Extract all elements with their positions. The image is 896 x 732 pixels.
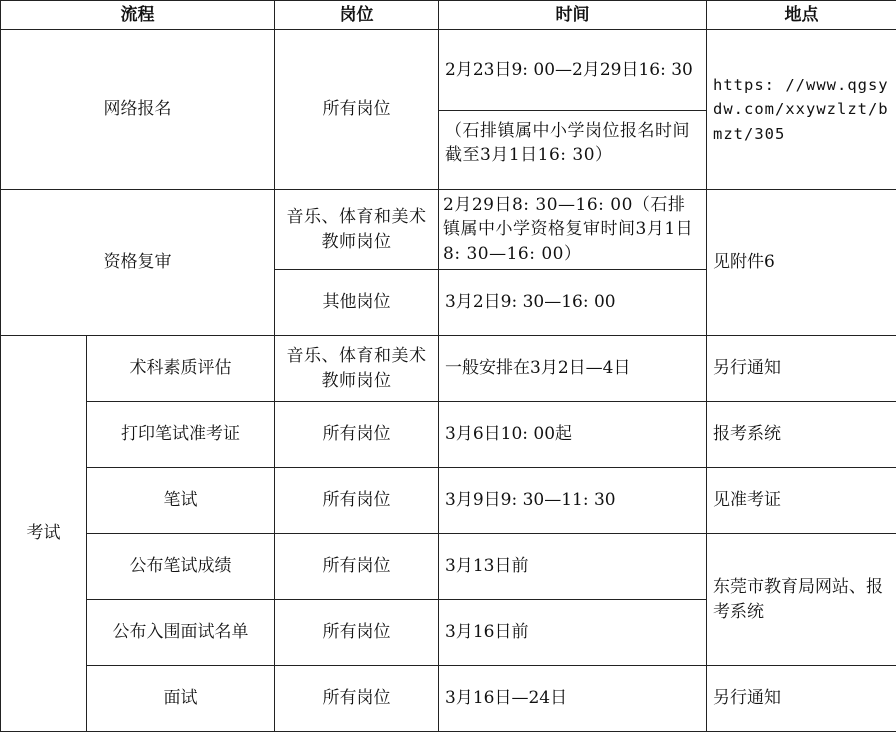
step-exam-5: 公布入围面试名单 (87, 600, 275, 666)
stage-qualification-review: 资格复审 (1, 190, 275, 336)
time-exam-3: 3月9日9: 30—11: 30 (439, 468, 707, 534)
position-exam-5: 所有岗位 (275, 600, 439, 666)
time-online-registration-note: （石排镇属中小学岗位报名时间截至3月1日16: 30） (445, 120, 690, 166)
row-exam-2 (1, 402, 896, 468)
time-online-registration (439, 30, 707, 190)
header-row (1, 1, 896, 30)
header-location: 地点 (707, 1, 896, 30)
position-exam-2: 所有岗位 (275, 402, 439, 468)
step-exam-3: 笔试 (87, 468, 275, 534)
time-online-registration-main: 2月23日9: 00—2月29日16: 30 (439, 31, 706, 111)
header-position: 岗位 (275, 1, 439, 30)
header-process: 流程 (1, 1, 275, 30)
step-exam-1: 术科素质评估 (87, 336, 275, 402)
location-qualification-review: 见附件6 (707, 190, 896, 336)
position-qualification-review-1: 音乐、体育和美术教师岗位 (275, 190, 439, 270)
time-exam-1: 一般安排在3月2日—4日 (439, 336, 707, 402)
position-exam-6: 所有岗位 (275, 666, 439, 732)
position-exam-4: 所有岗位 (275, 534, 439, 600)
time-exam-4: 3月13日前 (439, 534, 707, 600)
row-exam-4 (1, 534, 896, 600)
time-qualification-review-1: 2月29日8: 30—16: 00（石排镇属中小学资格复审时间3月1日8: 30—16: 00） (439, 190, 707, 270)
time-exam-5: 3月16日前 (439, 600, 707, 666)
location-exam-1: 另行通知 (707, 336, 896, 402)
row-qualification-review-1 (1, 190, 896, 270)
location-exam-shared: 东莞市教育局网站、报考系统 (707, 534, 896, 666)
location-online-registration: https: //www.qgsydw.com/xxywzlzt/bmzt/305 (707, 30, 896, 190)
step-exam-6: 面试 (87, 666, 275, 732)
location-exam-6: 另行通知 (707, 666, 896, 732)
position-exam-3: 所有岗位 (275, 468, 439, 534)
step-exam-2: 打印笔试准考证 (87, 402, 275, 468)
row-exam-6 (1, 666, 896, 732)
time-exam-2: 3月6日10: 00起 (439, 402, 707, 468)
location-exam-3: 见准考证 (707, 468, 896, 534)
position-online-registration: 所有岗位 (275, 30, 439, 190)
row-exam-3 (1, 468, 896, 534)
time-exam-6: 3月16日—24日 (439, 666, 707, 732)
row-online-registration (1, 30, 896, 190)
position-exam-1: 音乐、体育和美术教师岗位 (275, 336, 439, 402)
stage-exam: 考试 (1, 336, 87, 732)
row-exam-1 (1, 336, 896, 402)
step-exam-4: 公布笔试成绩 (87, 534, 275, 600)
header-time: 时间 (439, 1, 707, 30)
stage-online-registration: 网络报名 (1, 30, 275, 190)
location-exam-2: 报考系统 (707, 402, 896, 468)
time-qualification-review-2: 3月2日9: 30—16: 00 (439, 270, 707, 336)
position-qualification-review-2: 其他岗位 (275, 270, 439, 336)
